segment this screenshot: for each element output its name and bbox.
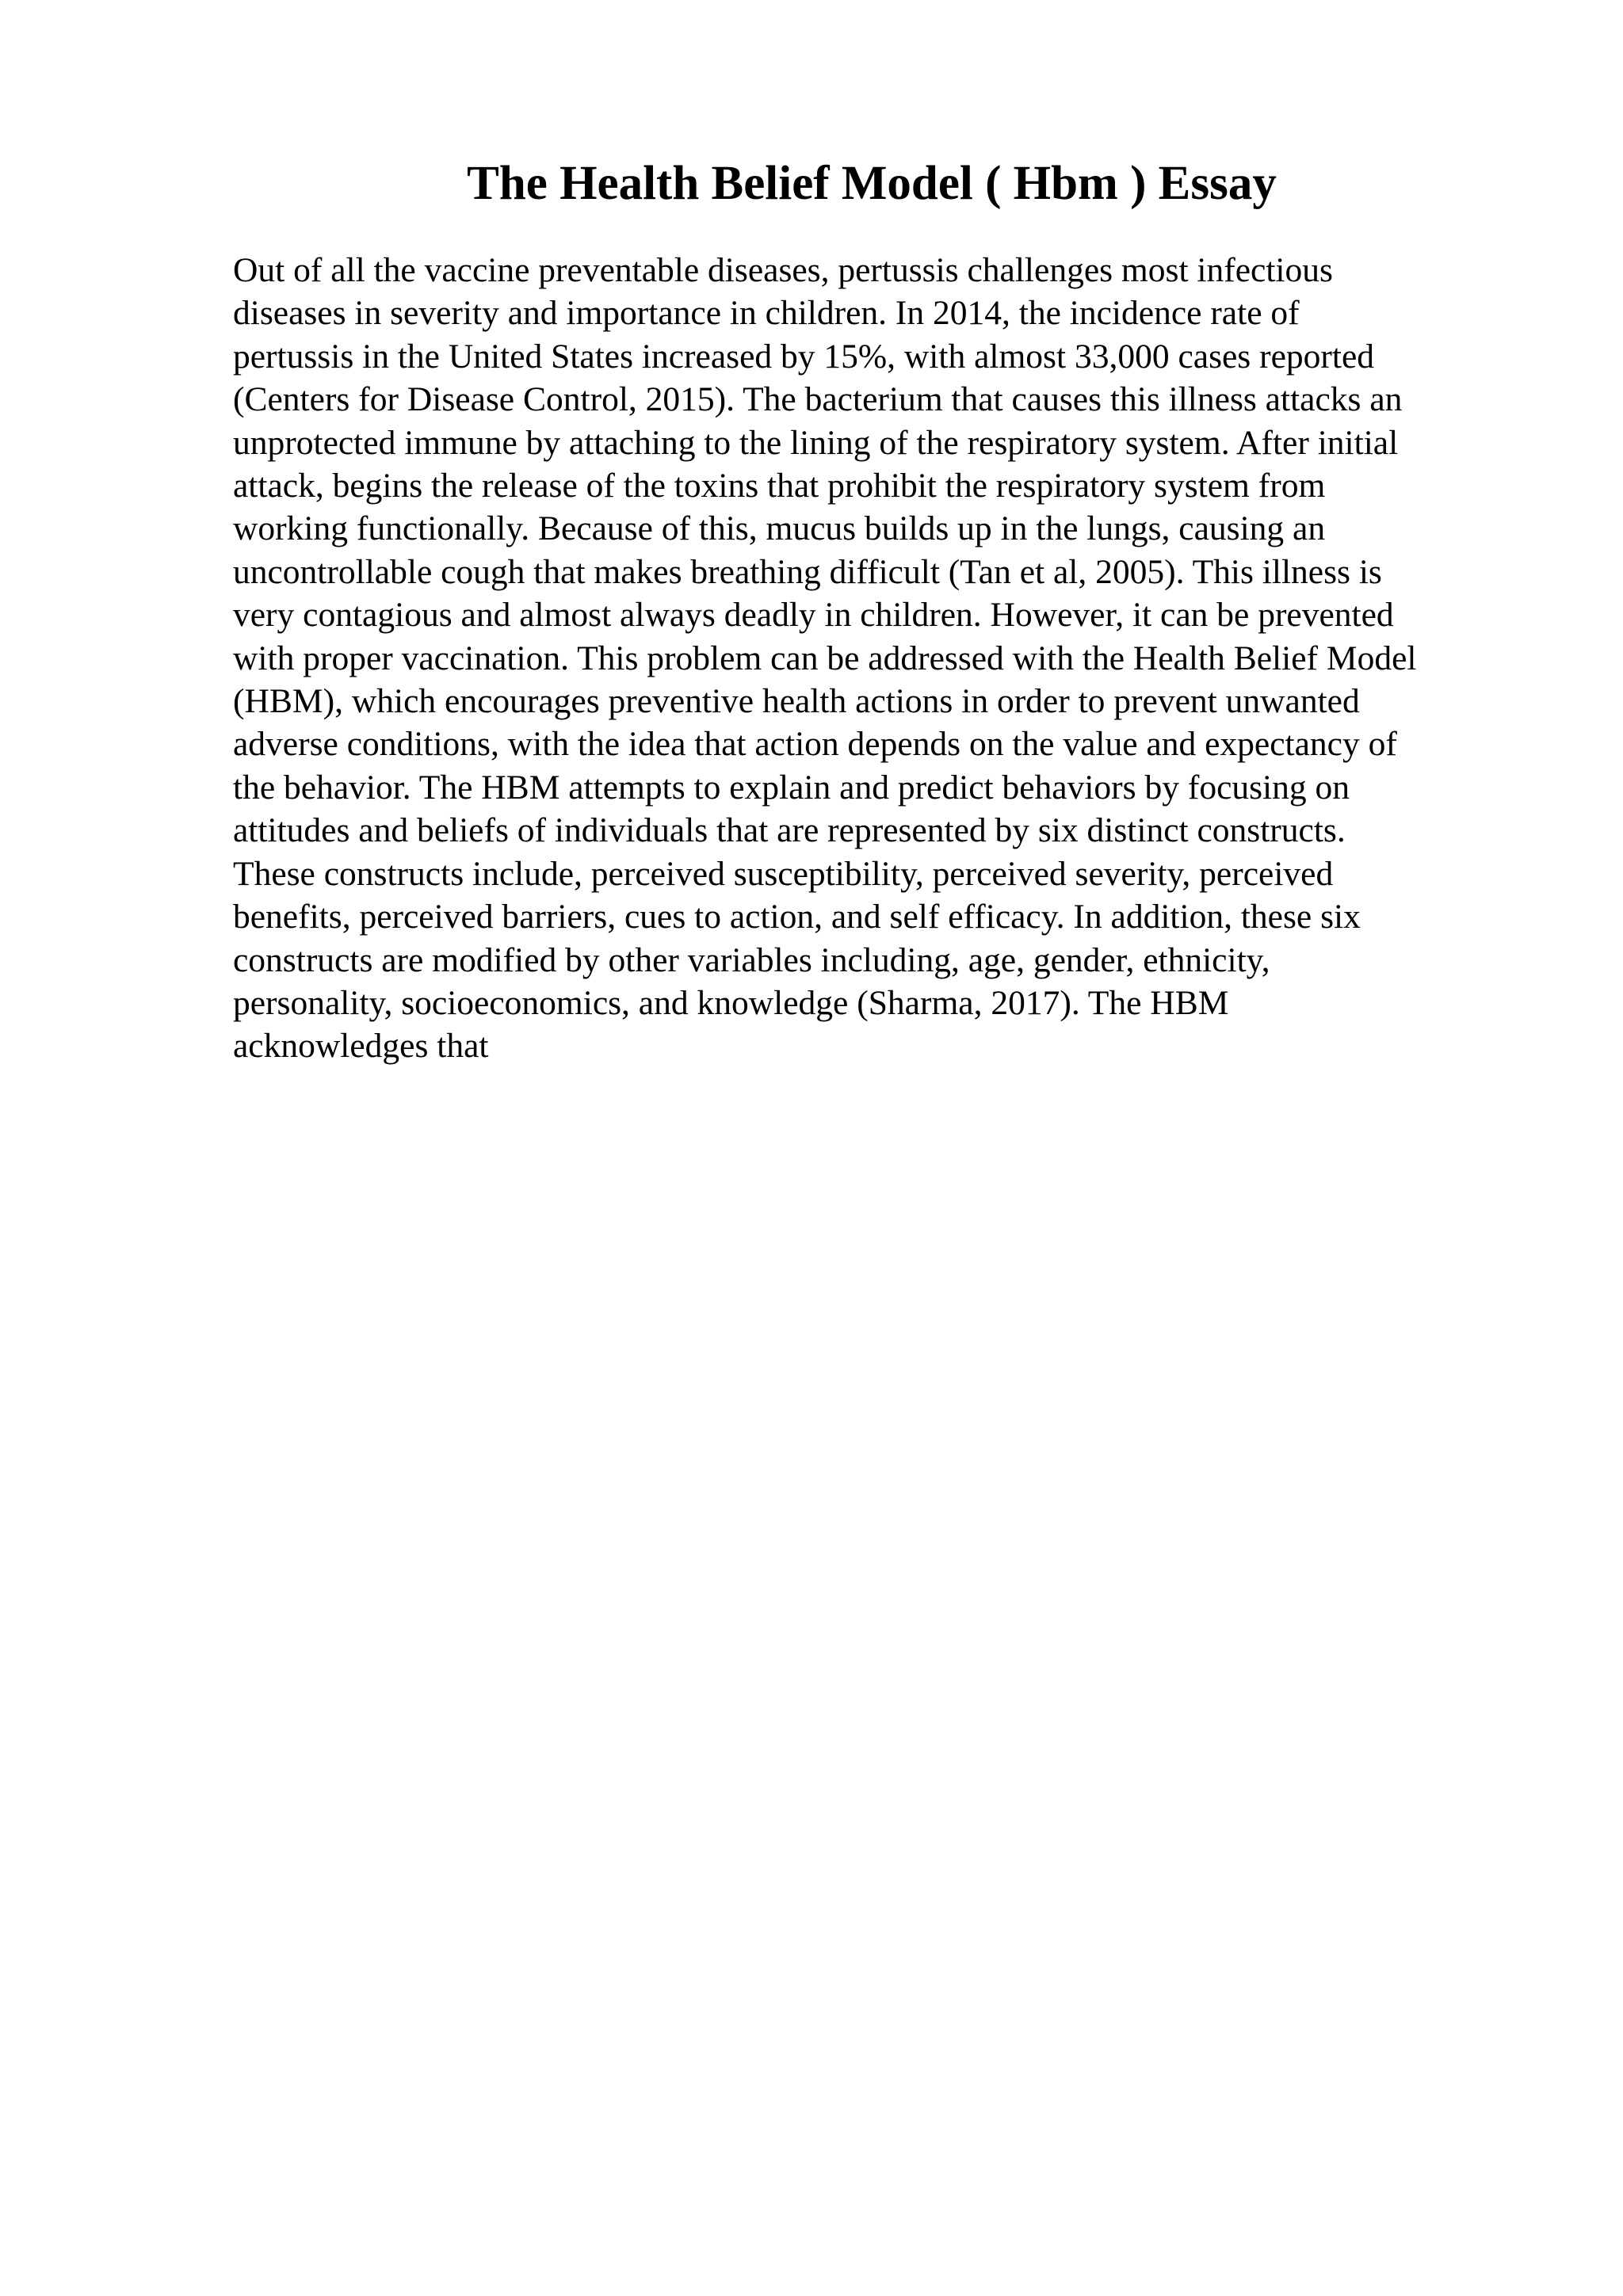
essay-line: working functionally. Because of this, mucus builds up in the lungs, causing an [233,509,1326,548]
essay-line: benefits, perceived barriers, cues to action, and self efficacy. In addition, these six [233,898,1361,936]
essay-line: the behavior. The HBM attempts to explain and predict behaviors by focusing on [233,768,1350,807]
essay-line: personality, socioeconomics, and knowledge (Sharma, 2017). The HBM [233,983,1229,1022]
essay-line: pertussis in the United States increased by 15%, with almost 33,000 cases reported [233,337,1375,376]
essay-line: with proper vaccination. This problem can be addressed with the Health Belief Model [233,639,1417,677]
essay-line: very contagious and almost always deadly in children. However, it can be prevented [233,596,1394,635]
essay-line: adverse conditions, with the idea that action depends on the value and expectancy of [233,725,1397,764]
essay-line: attack, begins the release of the toxins that prohibit the respiratory system from [233,467,1326,505]
essay-line: (HBM), which encourages preventive health actions in order to prevent unwanted [233,682,1360,721]
essay-line: attitudes and beliefs of individuals that are represented by six distinct constructs. [233,811,1346,850]
essay-line: unprotected immune by attaching to the lining of the respiratory system. After initial [233,423,1399,462]
essay-line: (Centers for Disease Control, 2015). The bacterium that causes this illness attacks an [233,380,1403,419]
essay-line: These constructs include, perceived susceptibility, perceived severity, perceived [233,854,1334,893]
essay-line: diseases in severity and importance in children. In 2014, the incidence rate of [233,294,1300,333]
essay-body [233,249,1533,1068]
essay-line: constructs are modified by other variables including, age, gender, ethnicity, [233,940,1270,979]
essay-line: acknowledges that [233,1027,489,1066]
essay-line: uncontrollable cough that makes breathing difficult (Tan et al, 2005). This illness is [233,552,1382,591]
essay-line: Out of all the vaccine preventable diseases, pertussis challenges most infectious [233,251,1333,289]
document-title: The Health Belief Model ( Hbm ) Essay [467,157,1277,210]
